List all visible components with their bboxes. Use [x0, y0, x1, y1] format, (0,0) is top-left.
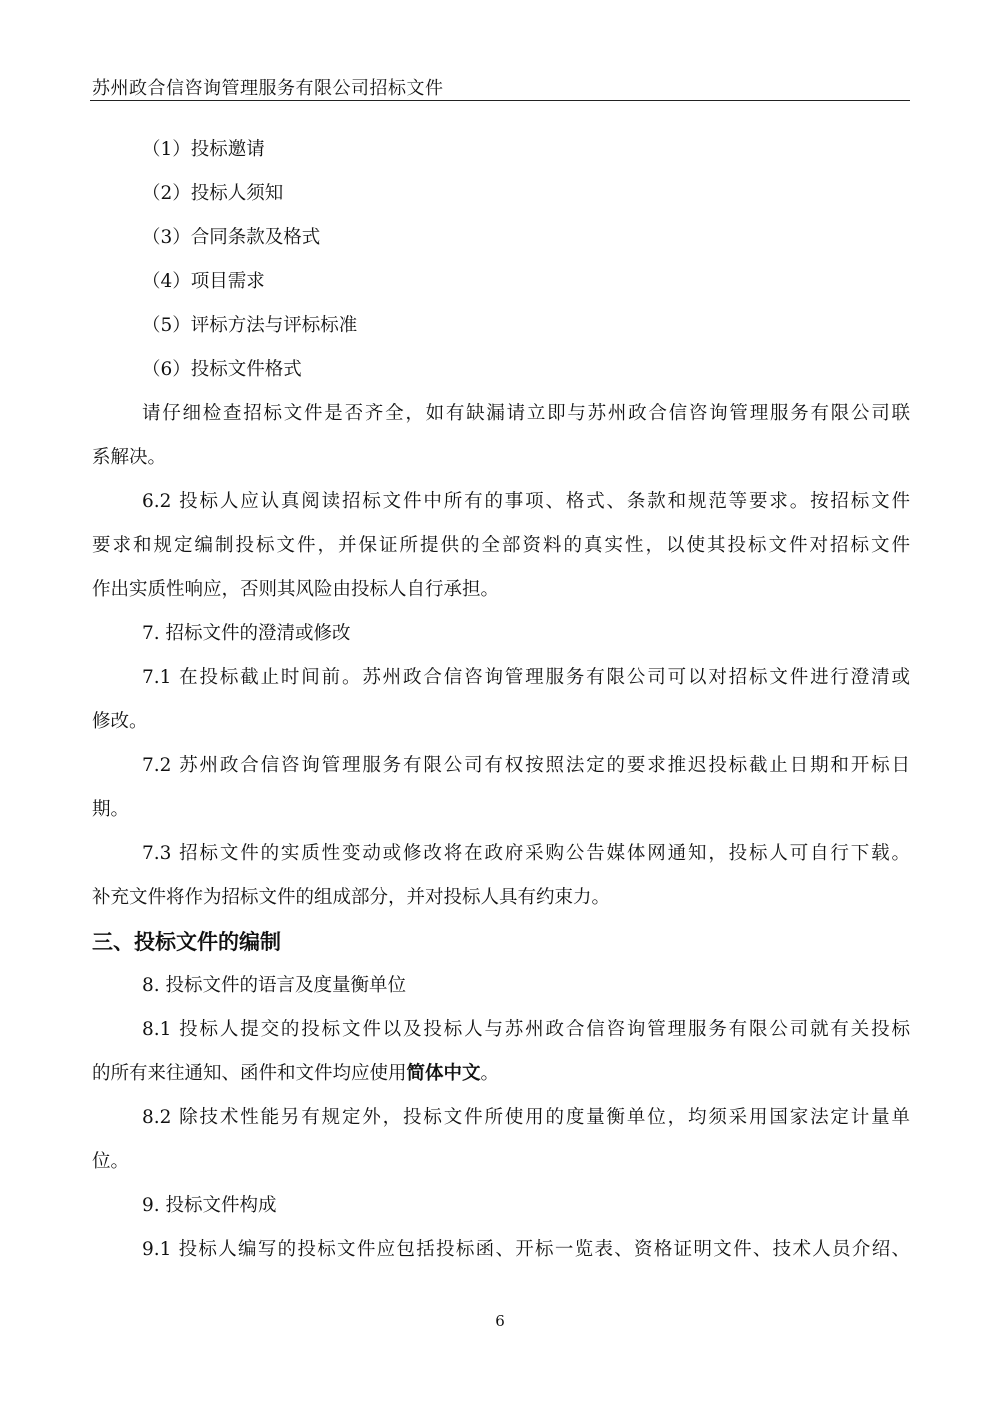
paragraph-line: 补充文件将作为招标文件的组成部分，并对投标人具有约束力。	[92, 887, 611, 908]
paragraph-line: 作出实质性响应，否则其风险由投标人自行承担。	[92, 579, 500, 600]
header-title: 苏州政合信咨询管理服务有限公司招标文件	[92, 78, 444, 99]
section-title: 9. 投标文件构成	[142, 1195, 277, 1216]
page-header	[90, 70, 910, 101]
paragraph-line: 系解决。	[92, 447, 167, 468]
list-item: （4）项目需求	[142, 271, 265, 292]
bold-text: 简体中文	[406, 1063, 481, 1084]
paragraph-line: 8.2 除技术性能另有规定外，投标文件所使用的度量衡单位，均须采用国家法定计量单	[142, 1107, 910, 1128]
section-title: 7. 招标文件的澄清或修改	[142, 623, 351, 644]
paragraph-line: 位。	[92, 1151, 130, 1172]
paragraph-line: 7.1 在投标截止时间前。苏州政合信咨询管理服务有限公司可以对招标文件进行澄清或	[142, 667, 910, 688]
paragraph-line: 6.2 投标人应认真阅读招标文件中所有的事项、格式、条款和规范等要求。按招标文件	[142, 491, 910, 512]
paragraph-line	[92, 1052, 910, 1096]
list-item: （5）评标方法与评标标准	[142, 315, 358, 336]
list-item: （6）投标文件格式	[142, 359, 302, 380]
list-item: （1）投标邀请	[142, 139, 265, 160]
paragraph-line: 7.2 苏州政合信咨询管理服务有限公司有权按照法定的要求推迟投标截止日期和开标日	[142, 755, 910, 776]
document-body	[92, 128, 910, 1272]
section-title: 8. 投标文件的语言及度量衡单位	[142, 975, 407, 996]
paragraph-line: 修改。	[92, 711, 148, 732]
list-item: （3）合同条款及格式	[142, 227, 321, 248]
text-span: 的所有来往通知、函件和文件均应使用	[92, 1063, 407, 1084]
text-span: 。	[480, 1063, 500, 1084]
list-item: （2）投标人须知	[142, 183, 284, 204]
paragraph-line: 8.1 投标人提交的投标文件以及投标人与苏州政合信咨询管理服务有限公司就有关投标	[142, 1019, 910, 1040]
paragraph-line: 请仔细检查招标文件是否齐全，如有缺漏请立即与苏州政合信咨询管理服务有限公司联	[142, 403, 910, 424]
page-number: 6	[495, 1312, 505, 1330]
paragraph-line: 9.1 投标人编写的投标文件应包括投标函、开标一览表、资格证明文件、技术人员介绍、	[142, 1239, 910, 1260]
paragraph-line: 7.3 招标文件的实质性变动或修改将在政府采购公告媒体网通知，投标人可自行下载。	[142, 843, 910, 864]
paragraph-line: 期。	[92, 799, 130, 820]
chapter-heading: 三、投标文件的编制	[92, 930, 281, 954]
paragraph-line: 要求和规定编制投标文件，并保证所提供的全部资料的真实性，以使其投标文件对招标文件	[92, 535, 910, 556]
